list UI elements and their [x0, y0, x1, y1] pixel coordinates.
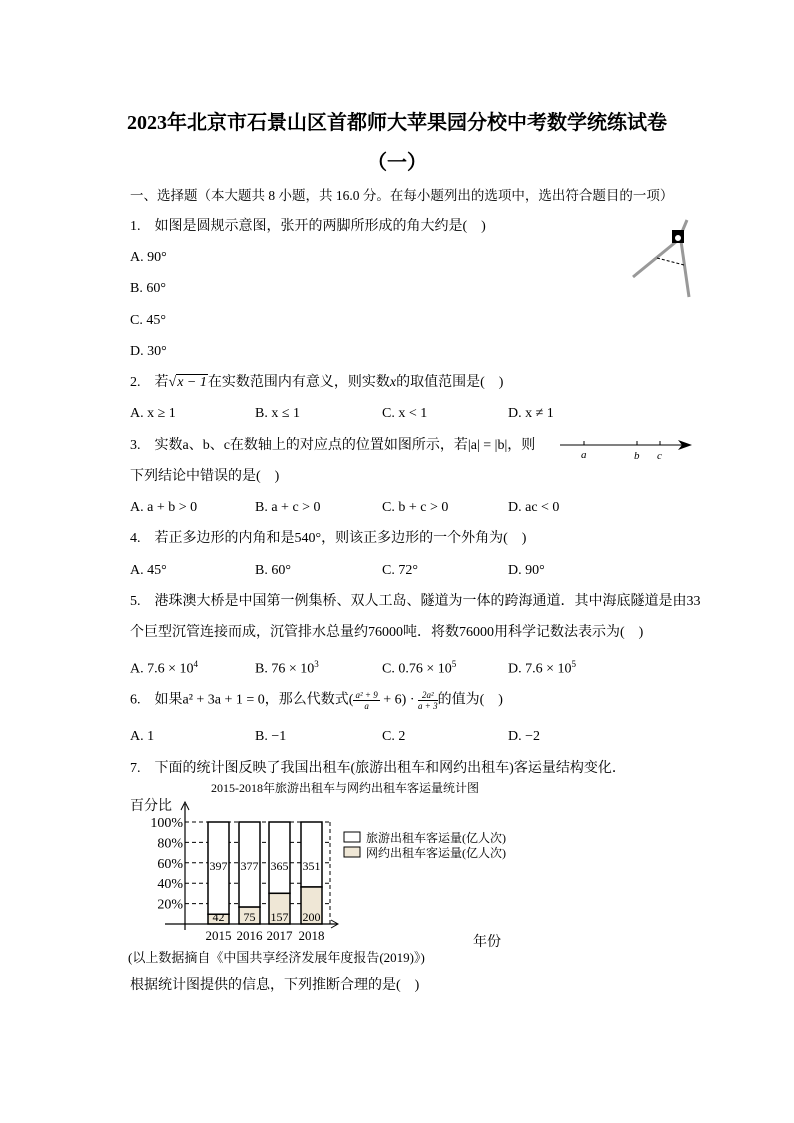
x-tick-label: 2018	[298, 928, 325, 943]
x-axis-label: 年份	[473, 935, 501, 950]
stacked-bar-chart	[125, 780, 545, 950]
q5-option-d[interactable]: D. $7.6 \times 10^5$	[508, 659, 577, 677]
legend-label: 旅游出租车客运量(亿人次)	[366, 831, 506, 845]
section-header: 一、选择题（本大题共 8 小题，共 16.0 分。在每小题列出的选项中，选出符合题目的一项）	[130, 188, 674, 203]
y-tick-label: 20%	[157, 897, 183, 913]
q6-option-d[interactable]: D. −2	[508, 729, 541, 744]
q5-option-b[interactable]: B. $76 \times 10^3$	[255, 659, 319, 677]
q5-option-c[interactable]: C. $0.76 \times 10^5$	[382, 659, 457, 677]
y-tick-label: 80%	[157, 836, 183, 852]
q3-option-d[interactable]: D. ac < 0	[508, 500, 560, 515]
q4-stem: 4. 若正多边形的内角和是540°，则该正多边形的一个外角为( )	[130, 531, 527, 546]
q4-option-a[interactable]: A. 45°	[130, 563, 167, 578]
data-label-tourist: 397	[209, 858, 228, 873]
compass-figure	[625, 215, 700, 300]
q6-fraction-1: $\frac{\text{a² + 9}}{a}$	[355, 690, 378, 711]
q4-option-b[interactable]: B. 60°	[255, 563, 291, 578]
q3-stem-line1: 3. 实数a、b、c在数轴上的对应点的位置如图所示，若|a| = |b|，则	[130, 438, 536, 453]
q4-option-c[interactable]: C. 72°	[382, 563, 418, 578]
q3-option-a[interactable]: A. a + b > 0	[130, 500, 198, 515]
q2-stem-post: 的取值范围是( )	[396, 375, 504, 390]
page-subtitle: （一）	[367, 152, 427, 174]
q7-stem: 7. 下面的统计图反映了我国出租车(旅游出租车和网约出租车)客运量结构变化．	[130, 761, 626, 776]
q2-option-b[interactable]: B. x ≤ 1	[255, 406, 301, 421]
legend-label: 网约出租车客运量(亿人次)	[366, 846, 506, 860]
page-title: 2023年北京市石景山区首都师大苹果园分校中考数学统练试卷	[127, 112, 667, 134]
axis-label-c: c	[657, 450, 662, 461]
x-tick-label: 2015	[205, 928, 232, 943]
q1-option-b[interactable]: B. 60°	[130, 281, 166, 296]
q1-option-c[interactable]: C. 45°	[130, 313, 166, 328]
legend-swatch	[344, 832, 360, 842]
q1-option-a[interactable]: A. 90°	[130, 250, 167, 265]
axis-label-b: b	[634, 450, 640, 461]
q7-follow-up: 根据统计图提供的信息，下列推断合理的是( )	[130, 978, 420, 993]
data-label-online: 42	[212, 910, 225, 924]
q6-stem: 6. 如果a² + 3a + 1 = 0，那么代数式( $\frac{\text{a² + 9}}{a}$ + 6) · $\frac{\text{2a²}}{a + 3}$ 的值为( )	[130, 690, 503, 711]
q3-stem-line2: 下列结论中错误的是( )	[130, 469, 280, 484]
data-label-online: 157	[270, 910, 289, 924]
q2-option-c[interactable]: C. x < 1	[382, 406, 428, 421]
bar-tourist-2018	[301, 822, 322, 887]
q5-option-a[interactable]: A. $7.6 \times 10^4$	[130, 659, 199, 677]
q2-stem: 2. 若√x − 1在实数范围内有意义，则实数x的取值范围是( )	[130, 375, 504, 390]
q3-option-c[interactable]: C. b + c > 0	[382, 500, 449, 515]
q6-option-a[interactable]: A. 1	[130, 729, 155, 744]
y-tick-label: 40%	[157, 877, 183, 893]
q5-stem-line2: 个巨型沉管连接而成，沉管排水总量约76000吨．将数76000用科学记数法表示为( )	[130, 625, 644, 640]
data-label-online: 200	[302, 910, 321, 924]
data-label-online: 75	[243, 910, 256, 924]
q2-option-a[interactable]: A. x ≥ 1	[130, 406, 176, 421]
q2-stem-pre: 2. 若	[130, 375, 169, 390]
x-tick-label: 2017	[266, 928, 293, 943]
number-line-figure	[560, 435, 695, 461]
axis-label-a: a	[581, 449, 587, 461]
q2-option-d[interactable]: D. x ≠ 1	[508, 406, 554, 421]
legend-swatch	[344, 847, 360, 857]
q4-option-d[interactable]: D. 90°	[508, 563, 545, 578]
q3-option-b[interactable]: B. a + c > 0	[255, 500, 321, 515]
q2-var: x	[389, 375, 397, 390]
q6-fraction-2: $\frac{\text{2a²}}{a + 3}$	[418, 690, 438, 711]
q1-option-d[interactable]: D. 30°	[130, 344, 167, 359]
y-axis-label: 百分比	[130, 799, 172, 814]
y-tick-label: 60%	[157, 856, 183, 872]
bar-tourist-2017	[269, 822, 290, 893]
q5-stem-line1: 5. 港珠澳大桥是中国第一例集桥、双人工岛、隧道为一体的跨海通道．其中海底隧道是由33	[130, 594, 701, 609]
q2-radicand: x − 1	[177, 375, 207, 390]
data-label-tourist: 351	[302, 858, 321, 873]
q6-option-c[interactable]: C. 2	[382, 729, 406, 744]
data-label-tourist: 377	[240, 858, 259, 873]
data-label-tourist: 365	[270, 858, 289, 873]
q1-stem: 1. 如图是圆规示意图，张开的两脚所形成的角大约是( )	[130, 219, 486, 234]
chart-source: (以上数据摘自《中国共享经济发展年度报告(2019)》)	[128, 950, 425, 965]
y-tick-label: 100%	[150, 816, 183, 831]
q2-stem-mid: 在实数范围内有意义，则实数	[207, 375, 390, 390]
x-tick-label: 2016	[236, 928, 263, 943]
q6-option-b[interactable]: B. −1	[255, 729, 287, 744]
chart-title: 2015-2018年旅游出租车与网约出租车客运量统计图	[211, 781, 479, 795]
